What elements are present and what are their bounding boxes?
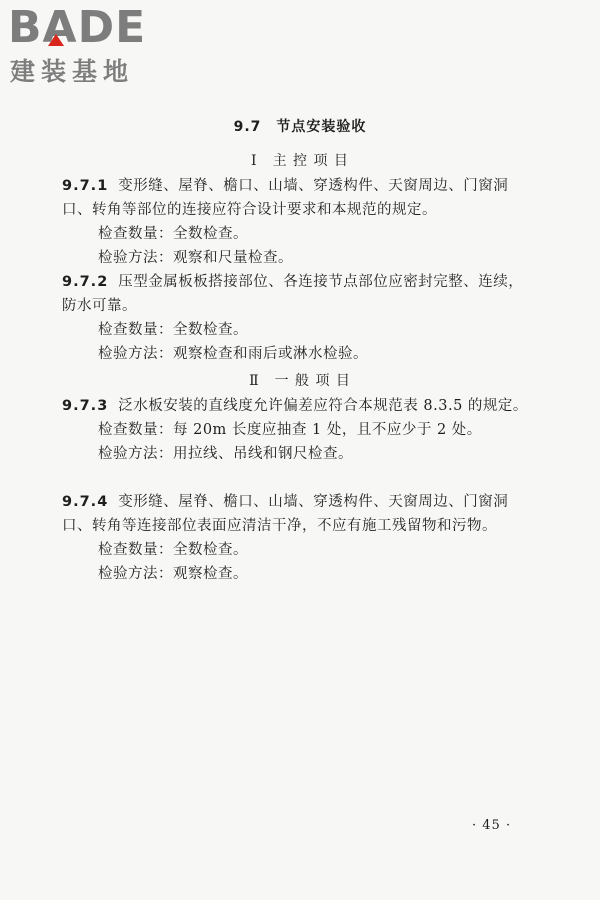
group-heading-main-items: Ⅰ 主 控 项 目	[251, 153, 349, 169]
logo-subtitle: 建装基地	[10, 57, 135, 86]
clause-9-7-4	[62, 490, 538, 586]
inspection-method: 检验方法：用拉线、吊线和钢尺检查。	[98, 446, 353, 462]
logo-wordmark: BADE	[8, 2, 147, 53]
clause-text: 9.7.3 泛水板安装的直线度允许偏差应符合本规范表 8.3.5 的规定。	[62, 398, 528, 414]
clause-number: 9.7.1	[62, 178, 109, 194]
logo-red-triangle-icon	[48, 34, 64, 46]
clause-text: 9.7.4 变形缝、屋脊、檐口、山墙、穿透构件、天窗周边、门窗洞口、转角等连接部位表面应清洁干净，不应有施工残留物和污物。	[62, 494, 509, 534]
section-title: 9.7 节点安装验收	[233, 119, 367, 135]
clause-number: 9.7.3	[62, 398, 109, 414]
clause-number: 9.7.2	[62, 274, 109, 290]
clause-text: 9.7.2 压型金属板板搭接部位、各连接节点部位应密封完整、连续，防水可靠。	[62, 274, 524, 314]
inspection-method: 检验方法：观察检查。	[98, 566, 248, 582]
page-number: · 45 ·	[472, 818, 512, 833]
clause-9-7-2	[62, 270, 538, 366]
inspection-method: 检验方法：观察检查和雨后或淋水检验。	[98, 346, 368, 362]
clause-9-7-3	[62, 394, 538, 466]
clause-text: 9.7.1 变形缝、屋脊、檐口、山墙、穿透构件、天窗周边、门窗洞口、转角等部位的连接应符合设计要求和本规范的规定。	[62, 178, 509, 218]
group-heading-general-items: Ⅱ 一 般 项 目	[249, 373, 351, 389]
clause-9-7-1	[62, 174, 538, 270]
inspection-method: 检验方法：观察和尺量检查。	[98, 250, 293, 266]
bade-logo	[8, 4, 178, 88]
inspection-quantity: 检查数量：全数检查。	[98, 542, 248, 558]
inspection-quantity: 检查数量：全数检查。	[98, 322, 248, 338]
inspection-quantity: 检查数量：全数检查。	[98, 226, 248, 242]
inspection-quantity: 检查数量：每 20m 长度应抽查 1 处，且不应少于 2 处。	[98, 422, 482, 438]
clause-number: 9.7.4	[62, 494, 109, 510]
